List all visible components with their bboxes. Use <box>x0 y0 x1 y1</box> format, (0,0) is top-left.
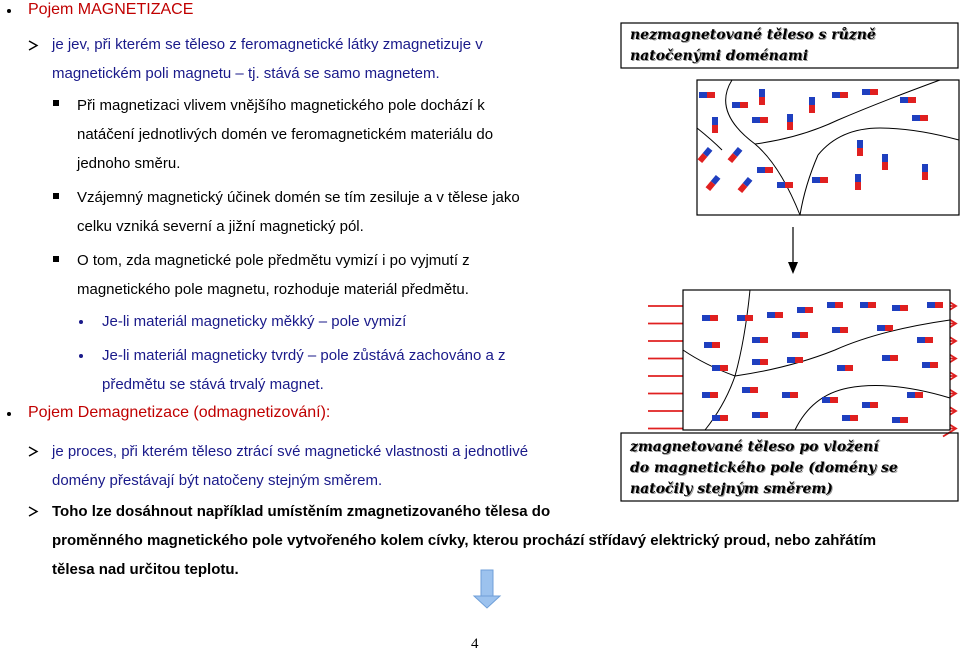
magnetic-domain <box>892 305 908 311</box>
unmagnetized-body <box>697 80 959 215</box>
demag-line: proměnného magnetického pole vytvořeného kolem cívky, kterou prochází střídavý elektrický proud, nebo zahřátím <box>52 532 877 549</box>
magnetic-domain <box>792 332 808 338</box>
magnetic-domain <box>907 392 923 398</box>
magnetic-domain <box>787 114 793 130</box>
magnetic-domain <box>827 302 843 308</box>
magnetic-domain <box>712 117 718 133</box>
magnetic-domain <box>917 337 933 343</box>
magnetization-title: Pojem MAGNETIZACE <box>28 1 194 18</box>
magnetic-domain <box>922 164 928 180</box>
demag-line: Toho lze dosáhnout například umístěním zmagnetizovaného tělesa do <box>52 503 551 520</box>
bullet-icon <box>7 9 11 13</box>
arrowhead-bullet-icon <box>28 506 39 517</box>
demag-line: je proces, při kterém těleso ztrácí své magnetické vlastnosti a jednotlivé <box>52 443 529 460</box>
magnetic-domain <box>857 140 863 156</box>
demag-line: domény přestávají být natočeny stejným směrem. <box>52 472 383 489</box>
magnetic-domain <box>737 315 753 321</box>
magnetic-domain <box>862 402 878 408</box>
point-line: Vzájemný magnetický účinek domén se tím zesiluje a v tělese jako <box>77 189 520 206</box>
magnetic-domain <box>702 392 718 398</box>
bottom-caption-line: natočily stejným směrem) <box>630 481 833 497</box>
magnetic-domain <box>757 167 773 173</box>
magnetic-domain <box>752 117 768 123</box>
material-item <box>102 341 506 399</box>
magnetic-domain <box>922 362 938 368</box>
bottom-caption <box>630 437 898 500</box>
magnetic-domain <box>837 365 853 371</box>
magnetic-domain <box>862 89 878 95</box>
magnetic-domain <box>752 337 768 343</box>
magnetic-domain <box>699 92 715 98</box>
point-line: Při magnetizaci vlivem vnějšího magnetického pole dochází k <box>77 97 485 114</box>
demagnetization-item <box>52 437 632 495</box>
magnetic-domain <box>927 302 943 308</box>
demag-line: tělesa nad určitou teplotu. <box>52 561 239 578</box>
magnetic-domain <box>900 97 916 103</box>
arrowhead-bullet-icon <box>28 40 39 51</box>
definition-line: magnetickém poli magnetu – tj. stává se samo magnetem. <box>52 64 440 82</box>
magnetic-domain <box>797 307 813 313</box>
magnetic-domain <box>787 357 803 363</box>
magnetic-domain <box>759 89 765 105</box>
square-bullet-icon <box>53 100 59 106</box>
magnetization-point <box>77 183 520 241</box>
magnetization-definition <box>52 31 612 88</box>
magnetic-domain <box>882 355 898 361</box>
magnetic-domain <box>712 365 728 371</box>
magnetic-domain <box>767 312 783 318</box>
point-line: natáčení jednotlivých domén ve feromagnetickém materiálu do <box>77 126 494 143</box>
top-caption <box>630 25 876 67</box>
bullet-icon <box>79 354 83 358</box>
magnetic-domain <box>782 392 798 398</box>
point-line: O tom, zda magnetické pole předmětu vymizí i po vyjmutí z <box>77 252 470 269</box>
magnetic-domain <box>877 325 893 331</box>
square-bullet-icon <box>53 193 59 199</box>
magnetic-domain <box>732 102 748 108</box>
bottom-caption-line: zmagnetované těleso po vložení <box>630 439 879 455</box>
demagnetization-title: Pojem Demagnetizace (odmagnetizování): <box>28 404 331 421</box>
magnetic-domain <box>742 387 758 393</box>
magnetic-domain <box>842 415 858 421</box>
magnetic-domain <box>832 327 848 333</box>
point-line: jednoho směru. <box>77 155 181 172</box>
magnetic-domain <box>882 154 888 170</box>
square-bullet-icon <box>53 256 59 262</box>
definition-line: je jev, při kterém se těleso z feromagnetické látky zmagnetizuje v <box>52 36 483 53</box>
magnetization-point <box>77 91 493 178</box>
point-line: magnetického pole magnetu, rozhoduje materiál předmětu. <box>77 281 469 298</box>
magnetic-domain <box>712 415 728 421</box>
magnetic-domain <box>752 359 768 365</box>
magnetic-domain <box>809 97 815 113</box>
magnetic-domain <box>704 342 720 348</box>
magnetic-domain <box>860 302 876 308</box>
magnetic-domain <box>855 174 861 190</box>
material-line: Je-li materiál magneticky tvrdý – pole zůstává zachováno a z <box>102 347 506 364</box>
magnetic-domain <box>832 92 848 98</box>
page-number: 4 <box>471 636 479 652</box>
magnetic-domain <box>752 412 768 418</box>
arrowhead-bullet-icon <box>28 446 39 457</box>
bottom-caption-line: do magnetického pole (domény se <box>630 460 898 476</box>
bullet-icon <box>7 412 11 416</box>
magnetization-point <box>77 246 470 304</box>
magnetized-body <box>683 290 950 430</box>
demagnetization-item <box>52 497 957 584</box>
material-line: předmětu se stává trvalý magnet. <box>102 376 324 393</box>
point-line: celku vzniká severní a jižní magnetický pól. <box>77 218 364 235</box>
magnetic-domain <box>822 397 838 403</box>
bullet-icon <box>79 320 83 324</box>
top-caption-line: nezmagnetované těleso s různě <box>630 27 876 43</box>
magnetic-domain <box>777 182 793 188</box>
magnetic-domain <box>702 315 718 321</box>
top-caption-line: natočenými doménami <box>630 48 809 64</box>
magnetic-domain <box>912 115 928 121</box>
magnetic-domain <box>892 417 908 423</box>
magnetic-domain <box>812 177 828 183</box>
material-item: Je-li materiál magneticky měkký – pole vymizí <box>102 313 407 330</box>
